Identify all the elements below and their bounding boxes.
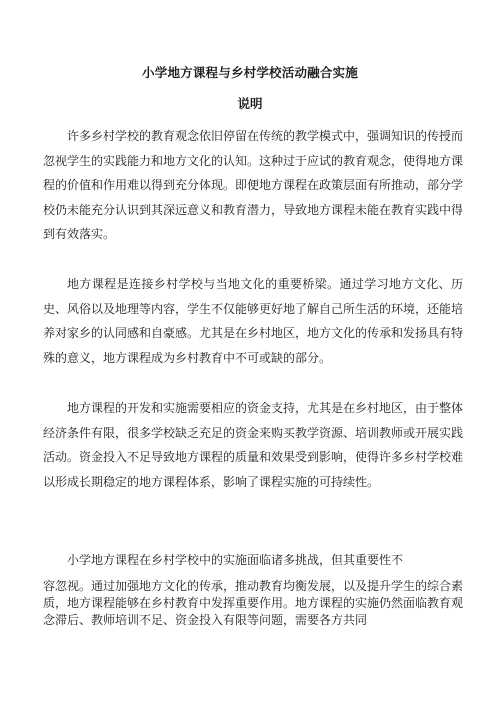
paragraph-4-continued: 容忽视。通过加强地方文化的传承，推动教育均衡发展，以及提升学生的综合素质，地方课程能够在乡村教育中发挥重要作用。地方课程的实施仍然面临教育观念滞后、教师培训不足、资金投入有限等问题，需要各方共同: [43, 579, 464, 627]
paragraph-4: 小学地方课程在乡村学校中的实施面临诸多挑战，但其重要性不: [67, 553, 404, 567]
paragraph-2: 地方课程是连接乡村学校与当地文化的重要桥梁。通过学习地方文化、历史、风俗以及地理等内容，学生不仅能够更好地了解自己所生活的环境，还能培养对家乡的认同感和自豪感。尤其是在乡村地区，地方文化的传承和发扬具有特殊的意义，地方课程成为乡村教育中不可或缺的部分。: [43, 277, 464, 365]
document-title: 小学地方课程与乡村学校活动融合实施: [142, 65, 358, 80]
section-heading: 说明: [237, 96, 263, 111]
paragraph-3: 地方课程的开发和实施需要相应的资金支持，尤其是在乡村地区，由于整体经济条件有限，很多学校缺乏充足的资金来购买教学资源、培训教师或开展实践活动。资金投入不足导致地方课程的质量和效果受到影响，使得许多乡村学校难以形成长期稳定的地方课程体系，影响了课程实施的可持续性。: [43, 401, 464, 489]
paragraph-1: 许多乡村学校的教育观念依旧停留在传统的教学模式中，强调知识的传授而忽视学生的实践能力和地方文化的认知。这种过于应试的教育观念，使得地方课程的价值和作用难以得到充分体现。即便地方课程在政策层面有所推动，部分学校仍未能充分认识到其深远意义和教育潜力，导致地方课程未能在教育实践中得到有效落实。: [43, 129, 464, 242]
